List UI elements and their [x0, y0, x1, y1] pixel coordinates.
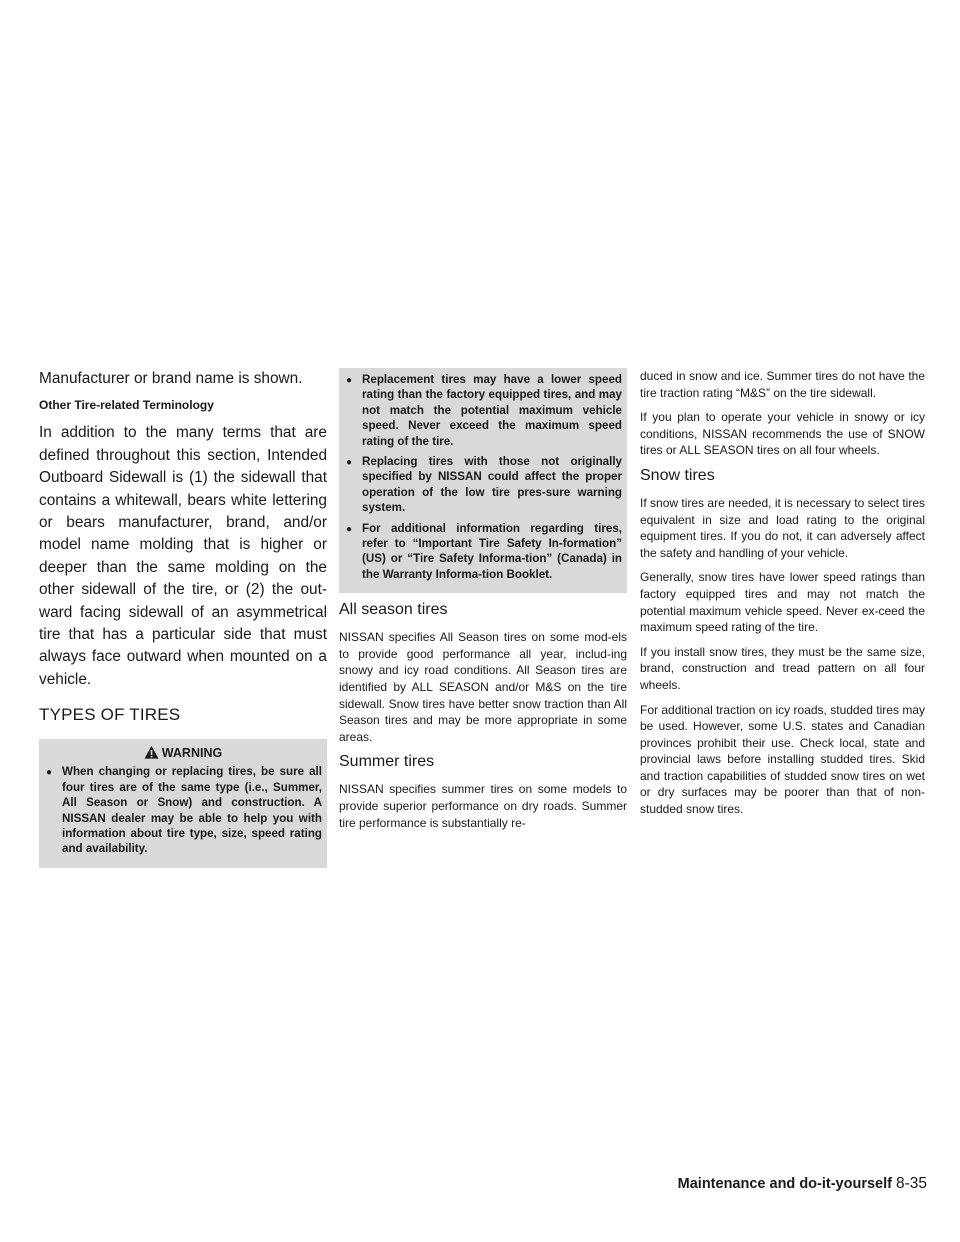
snow-paragraph-3: If you install snow tires, they must be the same size, brand, construction and tread pattern on all four wheels. — [640, 644, 925, 692]
warning-item — [344, 521, 622, 583]
terminology-paragraph: In addition to the many terms that are defined throughout this section, Intended Outboard Sidewall is (1) the sidewall that contains a whitewall, bears white lettering or bears manufacturer, brand, and/or model name molding that is higher or deeper than the same molding on the other sidewall of the tire, or (2) the out-ward facing sidewall of an asymmetrical tire that has a particular side that must always face outward when mounted on a vehicle. — [39, 424, 327, 688]
all-season-paragraph: NISSAN specifies All Season tires on some mod-els to provide good performance all year, includ-ing snowy and icy road conditions. All Season tires are identified by ALL SEASON and/or M&S on the tire sidewall. Snow tires have better snow traction than All Season tires and may be more appropriate in some areas. — [339, 630, 627, 744]
warning-item-text: Replacement tires may have a lower speed rating than the factory equipped tires, and may not match the potential maximum vehicle speed. Never exceed the maximum speed rating of the tire. — [362, 373, 622, 448]
warning-item — [344, 372, 622, 449]
warning-title: WARNING — [161, 745, 223, 760]
heading-snow-tires: Snow tires — [640, 466, 715, 484]
page-footer — [652, 1175, 927, 1193]
warning-box-continued — [339, 368, 627, 593]
column-3 — [640, 368, 925, 826]
section-heading-types-of-tires: TYPES OF TIRES — [39, 705, 181, 725]
warning-box — [39, 739, 327, 867]
warning-header — [44, 739, 322, 764]
snow-paragraph-1: If snow tires are needed, it is necessary to select tires equivalent in size and load rating to the original equipment tires. If you do not, it can adversely affect the safety and handling of your vehicle. — [640, 495, 925, 560]
snow-paragraph-4: For additional traction on icy roads, studded tires may be used. However, some U.S. states and Canadian provinces prohibit their use. Check local, state and provincial laws before installing studded tires. Skid and traction capabilities of studded snow tires on wet or dry surfaces may be poorer than that of non-studded snow tires. — [640, 702, 925, 817]
bullet-icon: ● — [346, 457, 353, 469]
bullet-icon: ● — [346, 375, 353, 386]
lead-text: Manufacturer or brand name is shown. — [39, 370, 303, 387]
warning-item — [44, 764, 322, 856]
heading-summer-tires: Summer tires — [339, 753, 435, 771]
warning-list-continued — [344, 372, 622, 582]
bullet-icon: ● — [346, 523, 353, 535]
page-number: 8-35 — [895, 1175, 927, 1192]
summer-paragraph: NISSAN specifies summer tires on some models to provide superior performance on dry roads. Summer tire performance is substantially re- — [339, 782, 627, 830]
warning-item — [344, 454, 622, 516]
summer-continued-paragraph: duced in snow and ice. Summer tires do not have the tire traction rating “M&S” on the tire sidewall. — [640, 369, 925, 400]
snow-advice-paragraph: If you plan to operate your vehicle in snowy or icy conditions, NISSAN recommends the use of SNOW tires or ALL SEASON tires on all four wheels. — [640, 410, 925, 458]
column-2 — [339, 368, 627, 839]
footer-section-title: Maintenance and do-it-yourself — [677, 1176, 892, 1192]
warning-item-text: Replacing tires with those not originally specified by NISSAN could affect the proper operation of the low tire pres-sure warning system. — [362, 455, 622, 515]
subheading-terminology: Other Tire-related Terminology — [39, 398, 214, 413]
warning-list — [44, 764, 322, 856]
heading-all-season-tires: All season tires — [339, 601, 448, 619]
bullet-icon: ● — [46, 767, 53, 779]
warning-item-text: For additional information regarding tires, refer to “Important Tire Safety In-formation” (US) or “Tire Safety Informa-tion” (Canada) in the Warranty Informa-tion Booklet. — [362, 521, 622, 581]
snow-paragraph-2: Generally, snow tires have lower speed ratings than factory equipped tires and may not match the potential maximum vehicle speed. Never ex-ceed the maximum speed rating of the tire. — [640, 570, 925, 635]
warning-icon — [144, 745, 159, 760]
warning-item-text: When changing or replacing tires, be sure all four tires are of the same type (i.e., Summer, All Season or Snow) and construction. A NISSAN dealer may be able to help you with information about tire type, size, speed rating and availability. — [62, 765, 322, 856]
column-1 — [39, 368, 327, 868]
